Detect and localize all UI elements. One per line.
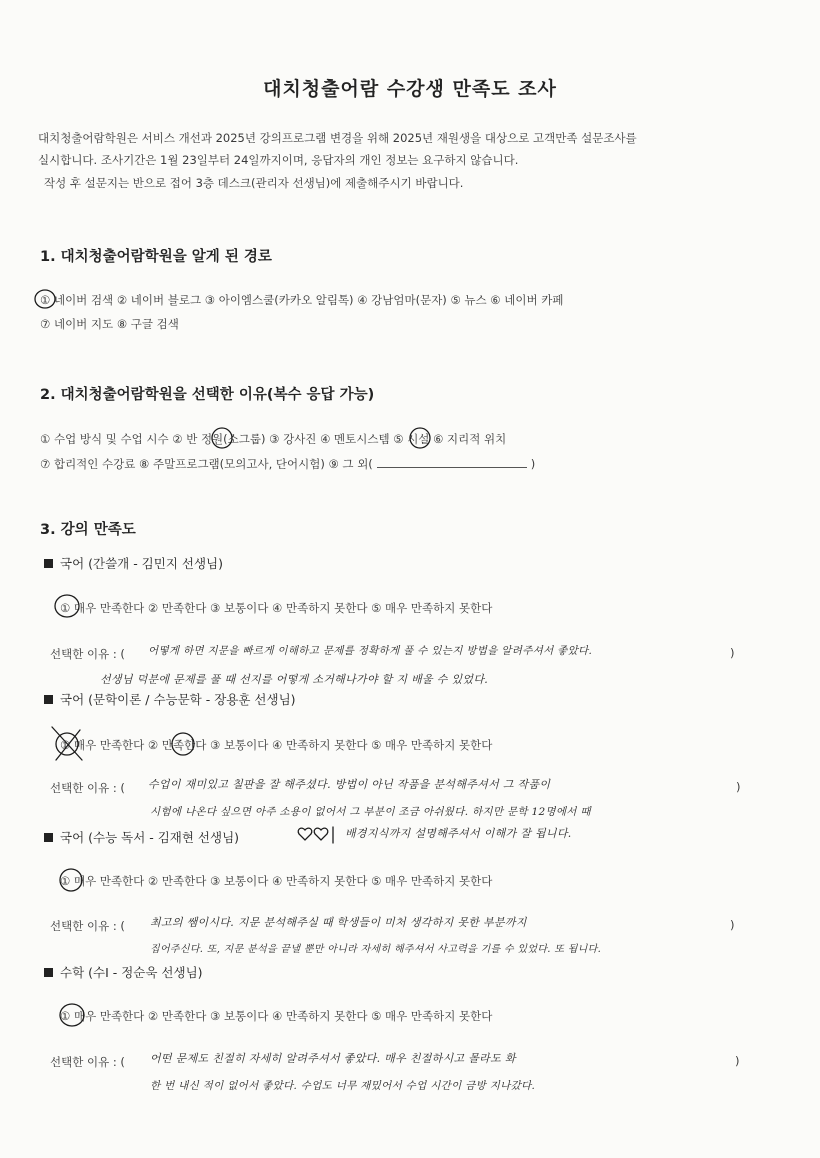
teacher-2-reason-line-1: 수업이 재미있고 칠판을 잘 해주셨다. 방법이 아닌 작품을 분석해주셔서 그 작품이 [148,778,551,791]
teacher-1-reason-label: 선택한 이유 : ( [50,647,125,661]
teacher-1-rating[interactable]: ① 매우 만족한다 ② 만족한다 ③ 보통이다 ④ 만족하지 못한다 ⑤ 매우 만족하지 못한다 [60,601,493,615]
q2-other-blank[interactable] [377,457,527,468]
teacher-4-reason-label: 선택한 이유 : ( [50,1055,125,1069]
teacher-4-reason-line-2: 한 번 내신 적이 없어서 좋았다. 수업도 너무 재밌어서 수업 시간이 금방 지나갔다. [150,1080,536,1092]
q2-options-row-1[interactable]: ① 수업 방식 및 수업 시수 ② 반 정원(소그룹) ③ 강사진 ④ 멘토시스템 ⑤ 시설 ⑥ 지리적 위치 [40,432,507,446]
teacher-1-subject: 국어 (간쓸개 - 김민지 선생님) [44,554,223,572]
teacher-2-reason-line-2: 시험에 나온다 싶으면 아주 소용이 없어서 그 부분이 조금 아쉬웠다. 하지만 문학 12명에서 때 [150,806,591,818]
intro-line-1: 대치청출어람학원은 서비스 개선과 2025년 강의프로그램 변경을 위해 2025년 재원생을 대상으로 고객만족 설문조사를 [38,131,637,145]
teacher-4-reason-close: ) [735,1054,740,1068]
teacher-4-reason-line-1: 어떤 문제도 친절히 자세히 알려주셔서 좋았다. 매우 친절하시고 몰라도 화 [150,1052,516,1065]
teacher-3-rating[interactable]: ① 매우 만족한다 ② 만족한다 ③ 보통이다 ④ 만족하지 못한다 ⑤ 매우 만족하지 못한다 [60,874,493,888]
teacher-4-subject: 수학 (수Ⅰ - 정순욱 선생님) [44,963,203,981]
teacher-2-reason-label: 선택한 이유 : ( [50,781,125,795]
teacher-3-reason-close: ) [730,918,735,932]
heart-icon [314,828,328,840]
teacher-3-note: 배경지식까지 설명해주셔서 이해가 잘 됩니다. [345,827,572,840]
q2-other-close: ) [530,457,536,471]
teacher-3-reason-label: 선택한 이유 : ( [50,919,125,933]
teacher-3-subject: 국어 (수능 독서 - 김재현 선생님) [44,828,239,846]
teacher-4-rating[interactable]: ① 매우 만족한다 ② 만족한다 ③ 보통이다 ④ 만족하지 못한다 ⑤ 매우 만족하지 못한다 [60,1009,493,1023]
square-bullet-icon [44,559,53,568]
square-bullet-icon [44,968,53,977]
page-title: 대치청출어람 수강생 만족도 조사 [263,78,557,100]
heart-icon [298,828,312,840]
square-bullet-icon [44,695,53,704]
q2-options-row-2[interactable] [40,456,535,472]
q2-heading: 2. 대치청출어람학원을 선택한 이유(복수 응답 가능) [40,387,375,403]
q3-heading: 3. 강의 만족도 [40,522,136,538]
teacher-3-reason-line-2: 집어주신다. 또, 지문 분석을 끝낼 뿐만 아니라 자세히 해주셔서 사고력을 기를 수 있었다. 또 됩니다. [150,944,602,955]
intro-line-2: 실시합니다. 조사기간은 1월 23일부터 24일까지이며, 응답자의 개인 정보는 요구하지 않습니다. [38,153,519,167]
teacher-2-rating[interactable]: ① 매우 만족한다 ② 만족한다 ③ 보통이다 ④ 만족하지 못한다 ⑤ 매우 만족하지 못한다 [60,738,493,752]
teacher-3-reason-line-1: 최고의 쌤이시다. 지문 분석해주실 때 학생들이 미처 생각하지 못한 부분까지 [150,916,527,929]
teacher-1-reason-close: ) [730,646,735,660]
q1-options-row-2[interactable]: ⑦ 네이버 지도 ⑧ 구글 검색 [40,317,179,331]
teacher-2-reason-close: ) [736,780,741,794]
intro-line-3: 작성 후 설문지는 반으로 접어 3층 데스크(관리자 선생님)에 제출해주시기 바랍니다. [44,176,464,190]
q2-options-row-2-text: ⑦ 합리적인 수강료 ⑧ 주말프로그램(모의고사, 단어시험) ⑨ 그 외( [40,457,373,471]
q1-options-row-1[interactable]: ① 네이버 검색 ② 네이버 블로그 ③ 아이엠스쿨(카카오 알림톡) ④ 강남엄마(문자) ⑤ 뉴스 ⑥ 네이버 카페 [40,293,564,307]
teacher-1-reason-line-2: 선생님 덕분에 문제를 풀 때 선지를 어떻게 소거해나가야 할 지 배울 수 있었다. [100,673,489,686]
square-bullet-icon [44,833,53,842]
teacher-1-reason-line-1: 어떻게 하면 지문을 빠르게 이해하고 문제를 정확하게 풀 수 있는지 방법을 알려주셔서 좋았다. [148,645,593,657]
q1-heading: 1. 대치청출어람학원을 알게 된 경로 [40,249,272,265]
teacher-2-subject: 국어 (문학이론 / 수능문학 - 장용훈 선생님) [44,690,296,708]
